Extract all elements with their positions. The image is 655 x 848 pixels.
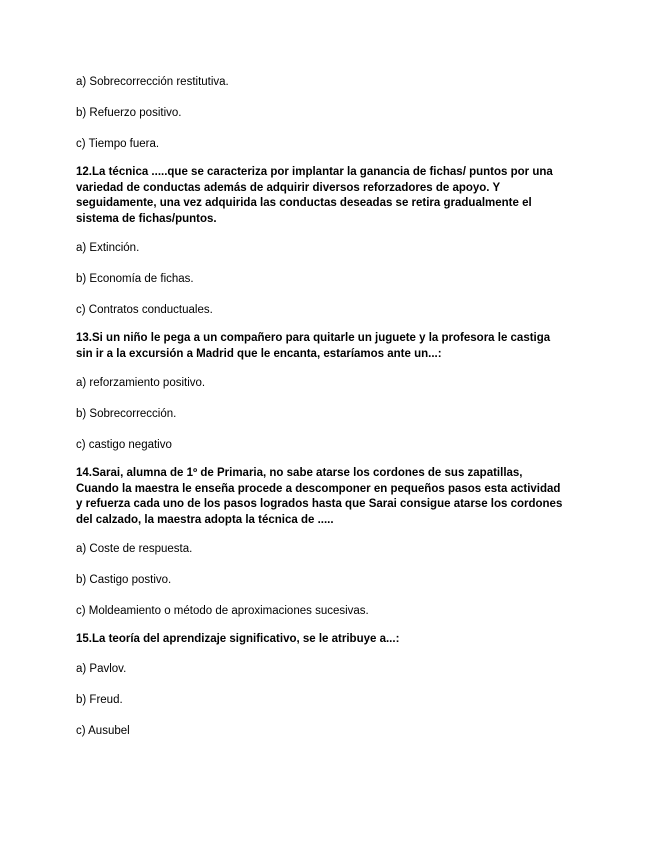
q12-option-b: b) Economía de fichas. (76, 273, 194, 285)
q15-option-b: b) Freud. (76, 693, 123, 706)
q15-option-a: a) Pavlov. (76, 662, 127, 675)
q13-option-a: a) reforzamiento positivo. (76, 377, 206, 389)
q13-option-c: c) castigo negativo (76, 439, 172, 451)
q14-option-b: b) Castigo postivo. (76, 574, 172, 586)
prev-option-a: a) Sobrecorrección restitutiva. (76, 76, 229, 88)
question-14-line-1: 14.Sarai, alumna de 1º de Primaria, no sabe atarse los cordones de sus zapatillas, (76, 467, 523, 479)
question-13 (76, 331, 586, 362)
question-13-line-2: sin ir a la excursión a Madrid que le encanta, estaríamos ante un...: (76, 347, 442, 360)
question-15 (76, 632, 586, 648)
q15-option-c: c) Ausubel (76, 724, 130, 737)
q14-option-a: a) Coste de respuesta. (76, 543, 193, 555)
quiz-content (76, 75, 586, 738)
question-12 (76, 165, 586, 227)
question-14 (76, 466, 586, 528)
question-14-line-2: Cuando la maestra le enseña procede a descomponer en pequeños pasos esta actividad (76, 482, 561, 495)
q14-option-c: c) Moldeamiento o método de aproximaciones sucesivas. (76, 605, 369, 617)
question-15-line-1: 15.La teoría del aprendizaje significativo, se le atribuye a...: (76, 633, 400, 645)
question-14-line-3: y refuerza cada uno de los pasos logrados hasta que Sarai consigue atarse los cordones (76, 498, 563, 510)
prev-option-b: b) Refuerzo positivo. (76, 107, 182, 119)
question-14-line-4: del calzado, la maestra adopta la técnica de ..... (76, 513, 334, 526)
q12-option-c: c) Contratos conductuales. (76, 304, 213, 316)
question-12-line-4: sistema de fichas/puntos. (76, 212, 217, 225)
question-12-line-2: variedad de conductas además de adquirir diversos reforzadores de apoyo. Y (76, 181, 501, 194)
question-12-line-1: 12.La técnica .....que se caracteriza por implantar la ganancia de fichas/ puntos por una (76, 166, 553, 178)
q12-option-a: a) Extinción. (76, 242, 140, 254)
question-12-line-3: seguidamente, una vez adquirida las conductas deseadas se retira gradualmente el (76, 197, 532, 209)
q13-option-b: b) Sobrecorrección. (76, 408, 177, 420)
question-13-line-1: 13.Si un niño le pega a un compañero para quitarle un juguete y la profesora le castiga (76, 332, 551, 344)
prev-option-c: c) Tiempo fuera. (76, 138, 160, 150)
